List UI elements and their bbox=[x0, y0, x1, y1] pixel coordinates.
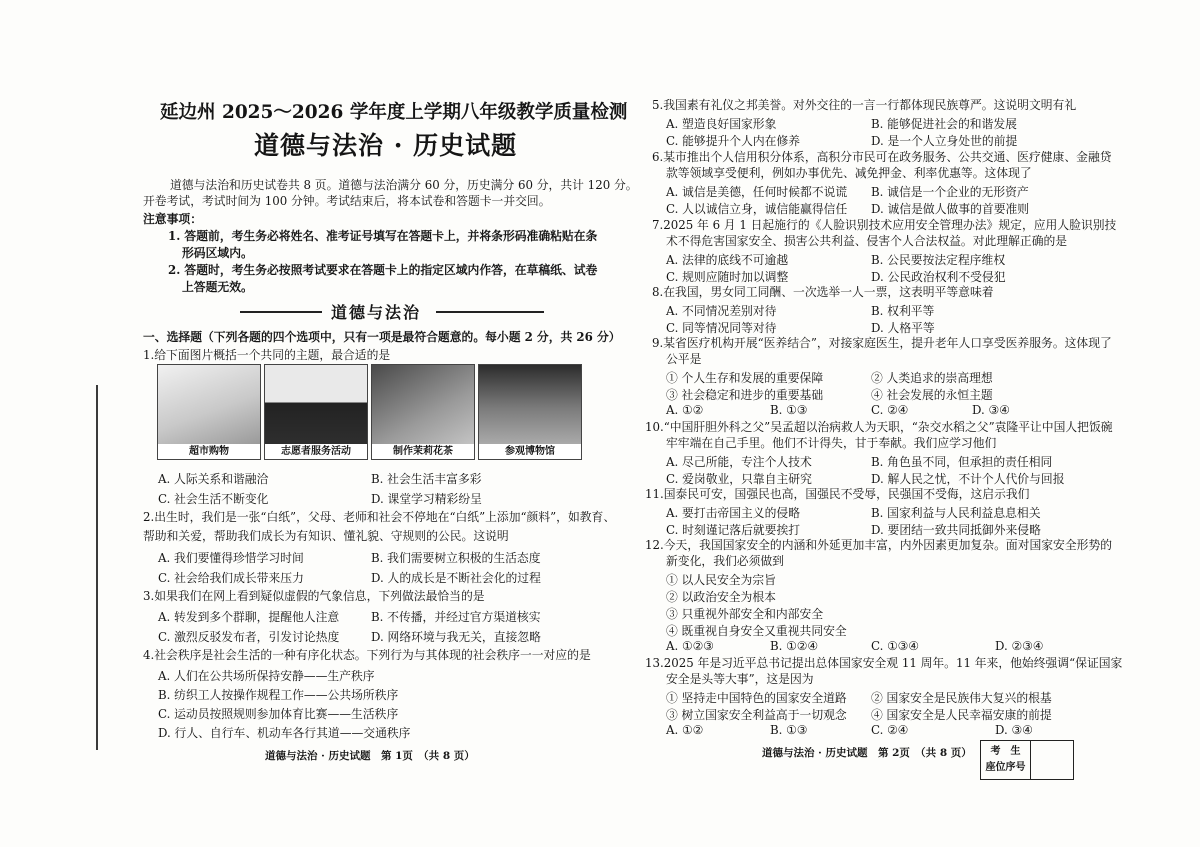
option: C. ②④ bbox=[871, 403, 909, 417]
option: C. ②④ bbox=[871, 723, 909, 737]
option: A. 不同情况差别对待 bbox=[666, 304, 777, 318]
note-item: 1. 答题前，考生务必将姓名、准考证号填写在答题卡上，并将条形码准确粘贴在条 bbox=[168, 229, 598, 243]
statement: ④ 国家安全是人民幸福安康的前提 bbox=[871, 708, 1052, 722]
question-7: 7.2025 年 6 月 1 日起施行的《人脸识别技术应用安全管理办法》规定，应用人脸识别技 bbox=[652, 218, 1117, 232]
page-footer: 道德与法治 · 历史试题 第 1页 （共 8 页） bbox=[265, 750, 475, 762]
question-8: 8.在我国，男女同工同酬、一次选举一人一票，这表明平等意味着 bbox=[652, 285, 994, 299]
statement: ① 个人生存和发展的重要保障 bbox=[666, 371, 824, 385]
option: A. ①②③ bbox=[666, 639, 714, 653]
option: D. 诚信是做人做事的首要准则 bbox=[871, 202, 1030, 216]
image-caption: 志愿者服务活动 bbox=[265, 444, 367, 459]
section-rule bbox=[436, 311, 544, 313]
option: B. 角色虽不同，但承担的责任相同 bbox=[871, 455, 1053, 469]
question-9: 公平是 bbox=[666, 352, 702, 366]
option: A. 塑造良好国家形象 bbox=[666, 117, 777, 131]
option: A. 人际关系和谐融洽 bbox=[158, 472, 269, 486]
option: C. 时刻谨记落后就要挨打 bbox=[666, 523, 801, 537]
option: A. 诚信是美德，任何时候都不说谎 bbox=[666, 185, 848, 199]
option: C. 社会生活不断变化 bbox=[158, 492, 269, 506]
seat-label-line: 座位序号 bbox=[985, 762, 1026, 773]
option: D. 人的成长是不断社会化的过程 bbox=[371, 571, 541, 585]
statement: ② 人类追求的崇高理想 bbox=[871, 371, 993, 385]
option: C. 激烈反驳发布者，引发讨论热度 bbox=[158, 630, 340, 644]
option: B. 国家利益与人民利益息息相关 bbox=[871, 506, 1041, 520]
notes-title: 注意事项： bbox=[143, 212, 202, 226]
part-heading: 一、选择题（下列各题的四个选项中，只有一项是最符合题意的。每小题 2 分，共 26 分） bbox=[143, 330, 621, 344]
option: B. ①③ bbox=[770, 723, 808, 737]
option: A. 人们在公共场所保持安静——生产秩序 bbox=[158, 669, 375, 683]
option: D. ②③④ bbox=[995, 639, 1044, 653]
statement: ③ 只重视外部安全和内部安全 bbox=[666, 607, 824, 621]
option: B. 不传播，并经过官方渠道核实 bbox=[371, 610, 541, 624]
option: D. 要团结一致共同抵御外来侵略 bbox=[871, 523, 1041, 537]
page-footer: 道德与法治 · 历史试题 第 2页 （共 8 页） bbox=[762, 747, 972, 759]
question-13: 安全是头等大事”，这是因为 bbox=[666, 672, 814, 686]
question-1: 1.给下面图片概括一个共同的主题，最合适的是 bbox=[143, 348, 391, 362]
option: A. 尽己所能，专注个人技术 bbox=[666, 455, 812, 469]
option: D. 人格平等 bbox=[871, 321, 935, 335]
question-3: 3.如果我们在网上看到疑似虚假的气象信息，下列做法最恰当的是 bbox=[143, 589, 485, 603]
question-10: 10.“中国肝胆外科之父”吴孟超以治病救人为天职，“杂交水稻之父”袁隆平让中国人把饭碗 bbox=[645, 420, 1113, 434]
exam-page-2 bbox=[600, 0, 1200, 847]
note-item: 形码区域内。 bbox=[182, 246, 253, 260]
intro-line: 道德与法治和历史试卷共 8 页。道德与法治满分 60 分，历史满分 60 分，共计 120 分。 bbox=[170, 178, 638, 192]
option: A. 我们要懂得珍惜学习时间 bbox=[158, 551, 304, 565]
option: C. 运动员按照规则参加体育比赛——生活秩序 bbox=[158, 707, 399, 721]
option: D. ③④ bbox=[972, 403, 1010, 417]
option: D. ③④ bbox=[995, 723, 1033, 737]
intro-line: 开卷考试，考试时间为 100 分钟。考试结束后，将本试卷和答题卡一并交回。 bbox=[143, 194, 551, 208]
option: C. 人以诚信立身，诚信能赢得信任 bbox=[666, 202, 848, 216]
option: D. 行人、自行车、机动车各行其道——交通秩序 bbox=[158, 726, 411, 740]
image-caption: 制作茉莉花茶 bbox=[372, 444, 474, 459]
image-museum bbox=[478, 364, 582, 460]
question-1-images bbox=[157, 364, 582, 460]
option: C. 规则应随时加以调整 bbox=[666, 270, 789, 284]
image-supermarket bbox=[157, 364, 261, 460]
question-6: 款等领域享受便利，例如办事优先、减免押金、利率优惠等。这体现了 bbox=[666, 166, 1032, 180]
option: D. 课堂学习精彩纷呈 bbox=[371, 492, 482, 506]
option: B. 权利平等 bbox=[871, 304, 935, 318]
image-jasmine-tea bbox=[371, 364, 475, 460]
question-9: 9.某省医疗机构开展“医养结合”，对接家庭医生，提升老年人口享受医养服务。这体现了 bbox=[652, 336, 1112, 350]
question-2: 2.出生时，我们是一张“白纸”，父母、老师和社会不停地在“白纸”上添加“颜料”，如教育、 bbox=[143, 510, 616, 524]
option: D. 网络环境与我无关，直接忽略 bbox=[371, 630, 541, 644]
statement: ① 坚持走中国特色的国家安全道路 bbox=[666, 691, 847, 705]
option: D. 是一个人立身处世的前提 bbox=[871, 134, 1018, 148]
option: C. 社会给我们成长带来压力 bbox=[158, 571, 304, 585]
exam-title: 延边州 2025～2026 学年度上学期八年级教学质量检测 bbox=[160, 102, 628, 123]
seat-number-box bbox=[980, 740, 1074, 780]
option: B. 能够促进社会的和谐发展 bbox=[871, 117, 1017, 131]
binding-line bbox=[96, 385, 98, 750]
question-2: 帮助和关爱，帮助我们成长为有知识、懂礼貌、守规则的公民。这说明 bbox=[143, 529, 509, 543]
option: A. 转发到多个群聊，提醒他人注意 bbox=[158, 610, 340, 624]
note-item: 2. 答题时，考生务必按照考试要求在答题卡上的指定区域内作答，在草稿纸、试卷 bbox=[168, 263, 598, 277]
note-item: 上答题无效。 bbox=[182, 280, 253, 294]
statement: ② 国家安全是民族伟大复兴的根基 bbox=[871, 691, 1052, 705]
option: D. 解人民之忧，不计个人代价与回报 bbox=[871, 472, 1065, 486]
option: C. 爱岗敬业，只靠自主研究 bbox=[666, 472, 812, 486]
statement: ④ 社会发展的永恒主题 bbox=[871, 388, 993, 402]
statement: ④ 既重视自身安全又重视共同安全 bbox=[666, 624, 847, 638]
option: B. 纺织工人按操作规程工作——公共场所秩序 bbox=[158, 688, 399, 702]
option: B. 社会生活丰富多彩 bbox=[371, 472, 482, 486]
option: C. 同等情况同等对待 bbox=[666, 321, 777, 335]
option: A. 要打击帝国主义的侵略 bbox=[666, 506, 800, 520]
question-12: 12.今天，我国国家安全的内涵和外延更加丰富，内外因素更加复杂。面对国家安全形势的 bbox=[645, 538, 1113, 552]
question-12: 新变化，我们必须做到 bbox=[666, 554, 784, 568]
image-volunteer bbox=[264, 364, 368, 460]
option: A. ①② bbox=[666, 723, 704, 737]
question-10: 牢牢端在自己手里。他们不计得失，甘于奉献。我们应学习他们 bbox=[666, 436, 997, 450]
statement: ③ 社会稳定和进步的重要基础 bbox=[666, 388, 824, 402]
question-4: 4.社会秩序是社会生活的一种有序化状态。下列行为与其体现的社会秩序一一对应的是 bbox=[143, 648, 591, 662]
option: B. ①③ bbox=[770, 403, 808, 417]
question-11: 11.国泰民可安，国强民也高，国强民不受辱，民强国不受侮，这启示我们 bbox=[645, 487, 1030, 501]
statement: ① 以人民安全为宗旨 bbox=[666, 573, 776, 587]
question-6: 6.某市推出个人信用积分体系，高积分市民可在政务服务、公共交通、医疗健康、金融贷 bbox=[652, 150, 1112, 164]
option: B. 我们需要树立积极的生活态度 bbox=[371, 551, 541, 565]
option: C. ①③④ bbox=[871, 639, 919, 653]
option: B. 诚信是一个企业的无形资产 bbox=[871, 185, 1029, 199]
image-caption: 超市购物 bbox=[158, 444, 260, 459]
seat-label-line: 考 生 bbox=[990, 746, 1021, 757]
option: B. ①②④ bbox=[770, 639, 818, 653]
option: B. 公民要按法定程序维权 bbox=[871, 253, 1006, 267]
question-5: 5.我国素有礼仪之邦美誉。对外交往的一言一行都体现民族尊严。这说明文明有礼 bbox=[652, 98, 1077, 112]
section-title: 道德与法治 bbox=[331, 303, 422, 322]
option: D. 公民政治权利不受侵犯 bbox=[871, 270, 1006, 284]
option: C. 能够提升个人内在修养 bbox=[666, 134, 801, 148]
option: A. ①② bbox=[666, 403, 704, 417]
section-rule bbox=[240, 311, 322, 313]
statement: ② 以政治安全为根本 bbox=[666, 590, 776, 604]
question-13: 13.2025 年是习近平总书记提出总体国家安全观 11 周年。11 年来，他始终强调“保证国家 bbox=[645, 656, 1123, 670]
question-7: 术不得危害国家安全、损害公共利益、侵害个人合法权益。对此理解正确的是 bbox=[666, 234, 1068, 248]
seat-number-label bbox=[981, 741, 1031, 779]
exam-subject-title: 道德与法治 · 历史试题 bbox=[254, 131, 518, 160]
image-caption: 参观博物馆 bbox=[479, 444, 581, 459]
statement: ③ 树立国家安全利益高于一切观念 bbox=[666, 708, 847, 722]
option: A. 法律的底线不可逾越 bbox=[666, 253, 789, 267]
